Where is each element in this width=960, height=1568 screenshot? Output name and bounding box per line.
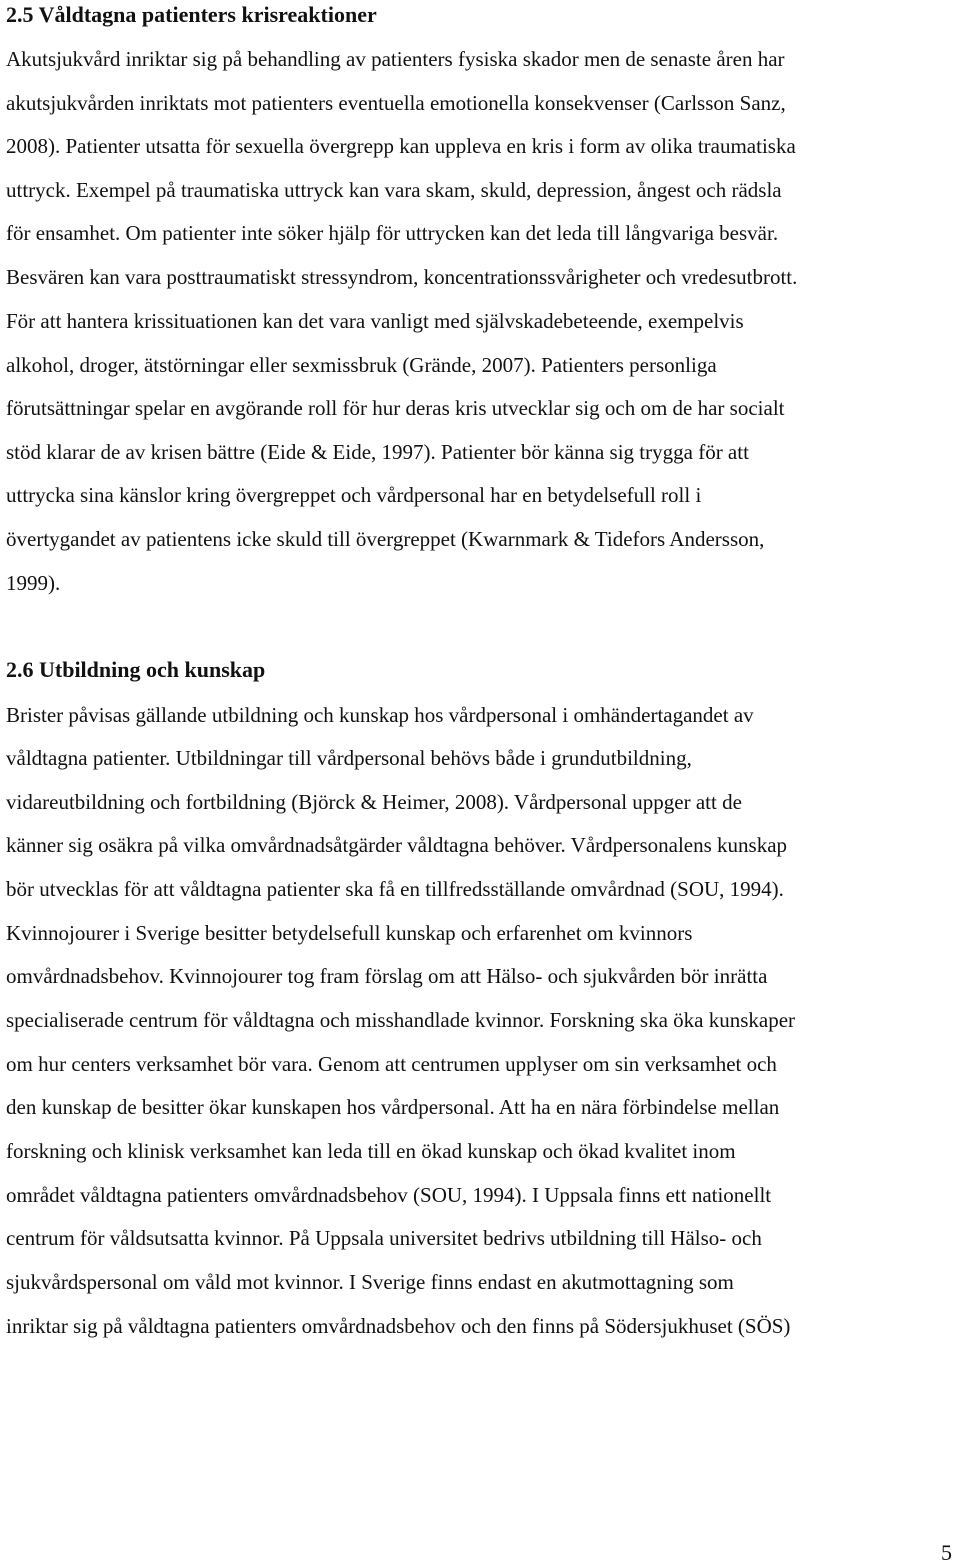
- text-line: inriktar sig på våldtagna patienters omvårdnadsbehov och den finns på Södersjukhuset (SÖS): [6, 1314, 791, 1338]
- text-line: Besvären kan vara posttraumatiskt stressyndrom, koncentrationssvårigheter och vredesutbrott.: [6, 265, 798, 289]
- page-number: 5: [941, 1540, 952, 1565]
- text-line: den kunskap de besitter ökar kunskapen hos vårdpersonal. Att ha en nära förbindelse mellan: [6, 1095, 780, 1119]
- text-line: För att hantera krissituationen kan det vara vanligt med självskadebeteende, exempelvis: [6, 309, 744, 333]
- text-line: alkohol, droger, ätstörningar eller sexmissbruk (Grände, 2007). Patienters personliga: [6, 353, 717, 377]
- text-line: känner sig osäkra på vilka omvårdnadsåtgärder våldtagna behöver. Vårdpersonalens kunskap: [6, 833, 788, 857]
- text-line: uttrycka sina känslor kring övergreppet och vårdpersonal har en betydelsefull roll i: [6, 483, 702, 507]
- text-line: Kvinnojourer i Sverige besitter betydelsefull kunskap och erfarenhet om kvinnors: [6, 921, 693, 945]
- text-line: sjukvårdspersonal om våld mot kvinnor. I Sverige finns endast en akutmottagning som: [6, 1270, 734, 1294]
- text-line: 2008). Patienter utsatta för sexuella övergrepp kan uppleva en kris i form av olika traumatiska: [6, 134, 796, 158]
- text-line: vidareutbildning och fortbildning (Björck & Heimer, 2008). Vårdpersonal uppger att de: [6, 790, 742, 814]
- text-line: Brister påvisas gällande utbildning och kunskap hos vårdpersonal i omhändertagandet av: [6, 703, 754, 727]
- text-line: för ensamhet. Om patienter inte söker hjälp för uttrycken kan det leda till långvariga besvär.: [6, 221, 779, 245]
- text-line: forskning och klinisk verksamhet kan leda till en ökad kunskap och ökad kvalitet inom: [6, 1139, 736, 1163]
- text-line: specialiserade centrum för våldtagna och misshandlade kvinnor. Forskning ska öka kunskaper: [6, 1008, 796, 1032]
- text-line: akutsjukvården inriktats mot patienters eventuella emotionella konsekvenser (Carlsson Sanz,: [6, 91, 786, 115]
- text-line: uttryck. Exempel på traumatiska uttryck kan vara skam, skuld, depression, ångest och rädsla: [6, 178, 782, 202]
- text-line: förutsättningar spelar en avgörande roll för hur deras kris utvecklar sig och om de har socialt: [6, 396, 785, 420]
- text-line: centrum för våldsutsatta kvinnor. På Uppsala universitet bedrivs utbildning till Hälso- och: [6, 1226, 762, 1250]
- section-heading-2-5: 2.5 Våldtagna patienters krisreaktioner: [6, 2, 377, 27]
- text-line: Akutsjukvård inriktar sig på behandling av patienters fysiska skador men de senaste åren har: [6, 47, 785, 71]
- text-line: omvårdnadsbehov. Kvinnojourer tog fram förslag om att Hälso- och sjukvården bör inrätta: [6, 964, 768, 988]
- text-line: övertygandet av patientens icke skuld till övergreppet (Kwarnmark & Tidefors Andersson,: [6, 527, 765, 551]
- text-line: bör utvecklas för att våldtagna patienter ska få en tillfredsställande omvårdnad (SOU, 1994).: [6, 877, 784, 901]
- text-line: våldtagna patienter. Utbildningar till vårdpersonal behövs både i grundutbildning,: [6, 746, 692, 770]
- section-heading-2-6: 2.6 Utbildning och kunskap: [6, 657, 266, 682]
- text-line: stöd klarar de av krisen bättre (Eide & Eide, 1997). Patienter bör känna sig trygga för att: [6, 440, 749, 464]
- text-line: 1999).: [6, 571, 61, 595]
- text-line: om hur centers verksamhet bör vara. Genom att centrumen upplyser om sin verksamhet och: [6, 1052, 777, 1076]
- text-line: området våldtagna patienters omvårdnadsbehov (SOU, 1994). I Uppsala finns ett nationellt: [6, 1183, 772, 1207]
